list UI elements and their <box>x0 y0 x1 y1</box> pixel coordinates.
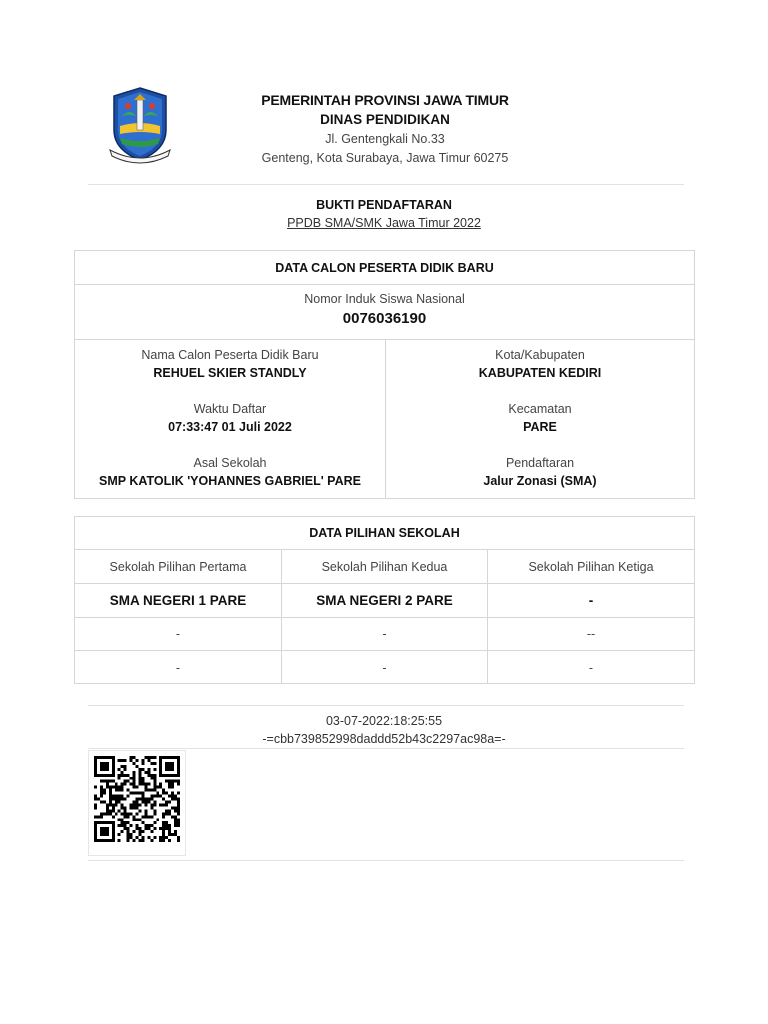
verification-footer <box>0 712 768 748</box>
choice-third-value: - <box>588 593 594 608</box>
choice-first-value: SMA NEGERI 1 PARE <box>75 584 282 617</box>
origin-school-label: Asal Sekolah <box>193 456 267 470</box>
student-data-table <box>74 250 695 499</box>
name-label: Nama Calon Peserta Didik Baru <box>141 348 319 362</box>
department-title: DINAS PENDIDIKAN <box>320 112 450 127</box>
origin-school-value: SMP KATOLIK 'YOHANNES GABRIEL' PARE <box>99 474 361 488</box>
choice-row3-second: - <box>282 651 488 684</box>
agency-title: PEMERINTAH PROVINSI JAWA TIMUR <box>261 92 509 108</box>
student-detail-columns <box>75 340 694 498</box>
time-field <box>75 401 385 455</box>
nisn-block <box>75 285 694 340</box>
east-java-coat-of-arms-logo <box>108 86 172 166</box>
document-header <box>0 0 768 185</box>
choice-row3-third: - <box>588 660 594 675</box>
city-field <box>386 347 694 401</box>
choice-row3-first: - <box>75 651 282 684</box>
district-label: Kecamatan <box>508 402 572 416</box>
time-value: 07:33:47 01 Juli 2022 <box>168 420 292 434</box>
choice-row-3 <box>75 651 694 684</box>
registration-value: Jalur Zonasi (SMA) <box>483 474 597 488</box>
time-label: Waktu Daftar <box>193 402 267 416</box>
choice-row2-third: -- <box>586 627 596 641</box>
city-value: KABUPATEN KEDIRI <box>478 366 602 380</box>
origin-school-field <box>75 455 385 509</box>
divider <box>88 748 684 749</box>
divider <box>88 705 684 706</box>
name-field <box>75 347 385 401</box>
nisn-value: 0076036190 <box>342 310 427 327</box>
header-text-block <box>260 90 510 168</box>
choice-row-2 <box>75 618 694 651</box>
print-timestamp: 03-07-2022:18:25:55 <box>325 714 443 728</box>
nisn-label: Nomor Induk Siswa Nasional <box>304 292 465 306</box>
choice-section-title-row <box>75 517 694 550</box>
divider <box>88 860 684 861</box>
school-choice-table <box>74 516 695 684</box>
choice-row2-second: - <box>282 618 488 650</box>
receipt-subtitle: PPDB SMA/SMK Jawa Timur 2022 <box>287 216 481 230</box>
district-value: PARE <box>523 420 557 434</box>
qr-code-icon <box>94 756 180 842</box>
receipt-heading <box>0 196 768 232</box>
qr-code-frame <box>88 750 186 856</box>
receipt-subtitle-wrap <box>0 214 768 232</box>
address-line-2: Genteng, Kota Surabaya, Jawa Timur 60275 <box>261 151 509 165</box>
choice-pick-row <box>75 584 694 618</box>
city-label: Kota/Kabupaten <box>495 348 585 362</box>
student-detail-left <box>75 340 386 498</box>
verification-hash: -=cbb739852998daddd52b43c2297ac98a=- <box>262 732 506 746</box>
choice-header-third: Sekolah Pilihan Ketiga <box>528 559 654 574</box>
district-field <box>386 401 694 455</box>
student-section-title: DATA CALON PESERTA DIDIK BARU <box>75 251 694 285</box>
student-detail-right <box>386 340 694 498</box>
choice-header-row <box>75 550 694 584</box>
receipt-title: BUKTI PENDAFTARAN <box>316 198 452 212</box>
address-line-1: Jl. Gentengkali No.33 <box>325 132 445 146</box>
choice-header-first: Sekolah Pilihan Pertama <box>75 550 282 583</box>
choice-row2-first: - <box>75 618 282 650</box>
choice-header-second: Sekolah Pilihan Kedua <box>282 550 488 583</box>
divider <box>88 184 684 185</box>
choice-section-title: DATA PILIHAN SEKOLAH <box>309 526 460 540</box>
registration-label: Pendaftaran <box>505 456 575 470</box>
choice-second-value: SMA NEGERI 2 PARE <box>282 584 488 617</box>
name-value: REHUEL SKIER STANDLY <box>153 366 307 380</box>
registration-field <box>386 455 694 509</box>
